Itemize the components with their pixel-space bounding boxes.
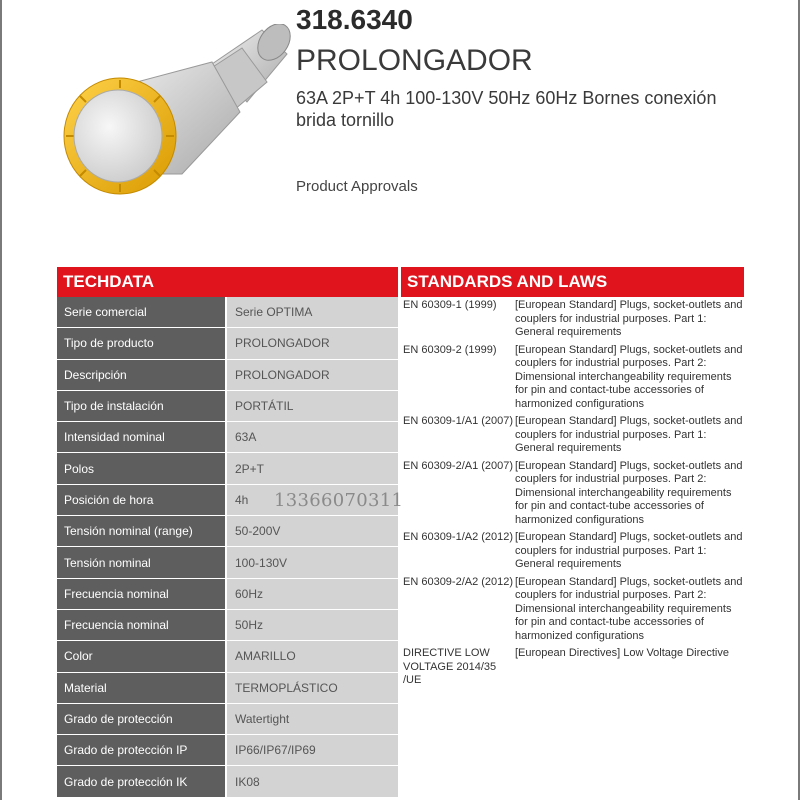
product-reference: 318.6340 (296, 4, 413, 35)
techdata-row (57, 516, 398, 547)
standard-description: [European Directives] Low Voltage Directive (515, 647, 729, 659)
product-image (62, 24, 322, 224)
standard-code: EN 60309-2/A2 (2012) (403, 575, 514, 588)
techdata-value: Watertight (227, 704, 398, 734)
standard-description: [European Standard] Plugs, socket-outlets and couplers for industrial purposes. Part 2: Dimensional interchangeability requirements for pin and contact-tube accessories of harmonized configurations (515, 459, 743, 526)
product-title: PROLONGADOR (296, 44, 533, 77)
standard-code: EN 60309-2/A1 (2007) (403, 459, 514, 472)
techdata-label: Posición de hora (57, 485, 227, 515)
standard-code: EN 60309-1/A2 (2012) (403, 531, 514, 543)
standard-item (401, 460, 744, 528)
standard-code: EN 60309-2 (1999) (403, 343, 497, 356)
standards-heading: STANDARDS AND LAWS (401, 267, 744, 297)
techdata-value: 60Hz (227, 579, 398, 609)
techdata-row (57, 547, 398, 578)
techdata-value: 63A (227, 422, 398, 452)
techdata-value: 4h (227, 485, 398, 515)
standard-code: EN 60309-1/A1 (2007) (403, 415, 514, 427)
standard-code: EN 60309-1 (1999) (403, 299, 497, 311)
standard-item (401, 299, 744, 340)
techdata-row (57, 422, 398, 453)
techdata-row (57, 735, 398, 766)
standard-item (401, 576, 744, 644)
product-description: 63A 2P+T 4h 100-130V 50Hz 60Hz Bornes conexión brida tornillo (296, 88, 717, 130)
techdata-label: Tensión nominal (range) (57, 516, 227, 546)
techdata-value: PROLONGADOR (227, 360, 398, 390)
techdata-label: Tensión nominal (57, 547, 227, 577)
techdata-label: Material (57, 673, 227, 703)
techdata-label: Tipo de instalación (57, 391, 227, 421)
techdata-row (57, 579, 398, 610)
standard-item (401, 531, 744, 572)
techdata-value: AMARILLO (227, 641, 398, 671)
techdata-row (57, 328, 398, 359)
standards-section (401, 267, 744, 692)
techdata-row (57, 610, 398, 641)
techdata-row (57, 766, 398, 797)
standard-description: [European Standard] Plugs, socket-outlets and couplers for industrial purposes. Part 1: General requirements (515, 299, 743, 338)
techdata-row (57, 704, 398, 735)
techdata-label: Tipo de producto (57, 328, 227, 358)
techdata-label: Frecuencia nominal (57, 579, 227, 609)
techdata-label: Serie comercial (57, 297, 227, 327)
techdata-row (57, 297, 398, 328)
product-approvals-link[interactable]: Product Approvals (296, 178, 418, 195)
standard-item (401, 415, 744, 456)
techdata-value: 2P+T (227, 453, 398, 483)
techdata-value: 50Hz (227, 610, 398, 640)
techdata-label: Grado de protección IP (57, 735, 227, 765)
standard-code: DIRECTIVE LOW VOLTAGE 2014/35 /UE (403, 647, 497, 686)
page-edge-left (0, 0, 2, 800)
techdata-value: TERMOPLÁSTICO (227, 673, 398, 703)
techdata-value: PROLONGADOR (227, 328, 398, 358)
standard-description: [European Standard] Plugs, socket-outlets and couplers for industrial purposes. Part 1: General requirements (515, 415, 743, 454)
techdata-value: 100-130V (227, 547, 398, 577)
techdata-value: Serie OPTIMA (227, 297, 398, 327)
techdata-label: Grado de protección (57, 704, 227, 734)
techdata-label: Polos (57, 453, 227, 483)
techdata-label: Color (57, 641, 227, 671)
techdata-heading: TECHDATA (57, 267, 398, 297)
standard-item (401, 344, 744, 412)
techdata-row (57, 641, 398, 672)
techdata-label: Intensidad nominal (57, 422, 227, 452)
techdata-label: Grado de protección IK (57, 766, 227, 796)
watermark-phone: 13366070311 (274, 490, 404, 511)
techdata-value: PORTÁTIL (227, 391, 398, 421)
standard-description: [European Standard] Plugs, socket-outlets and couplers for industrial purposes. Part 1: General requirements (515, 531, 743, 570)
techdata-row (57, 360, 398, 391)
techdata-label: Descripción (57, 360, 227, 390)
techdata-value: 50-200V (227, 516, 398, 546)
techdata-label: Frecuencia nominal (57, 610, 227, 640)
standard-description: [European Standard] Plugs, socket-outlets and couplers for industrial purposes. Part 2: Dimensional interchangeability requirements for pin and contact-tube accessories of harmonized configurations (515, 575, 743, 642)
techdata-table (57, 267, 398, 798)
techdata-value: IK08 (227, 766, 398, 796)
techdata-row (57, 453, 398, 484)
standard-description: [European Standard] Plugs, socket-outlets and couplers for industrial purposes. Part 2: Dimensional interchangeability requirements for pin and contact-tube accessories of harmonized configurations (515, 343, 743, 410)
techdata-row (57, 391, 398, 422)
techdata-row (57, 673, 398, 704)
techdata-value: IP66/IP67/IP69 (227, 735, 398, 765)
standard-item (401, 647, 744, 688)
